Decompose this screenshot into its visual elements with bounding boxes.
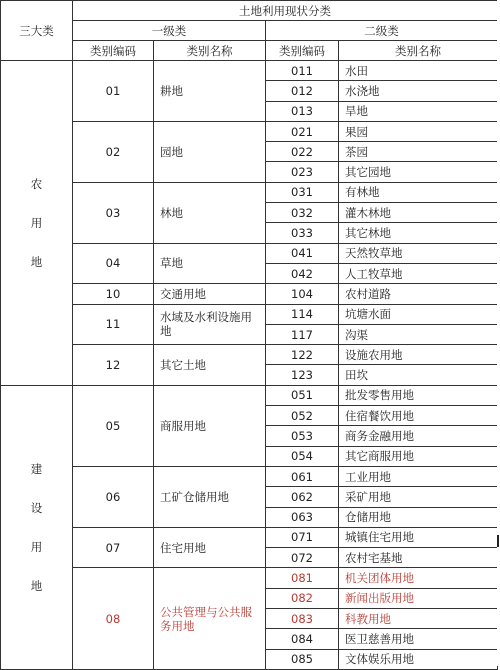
level1-name: 公共管理与公共服务用地 — [154, 568, 266, 669]
level2-code: 061 — [266, 466, 339, 486]
major-category-cell — [1, 61, 73, 386]
level2-code: 082 — [266, 588, 339, 608]
level2-code: 021 — [266, 121, 339, 141]
level2-name: 工业用地 — [339, 466, 498, 486]
level1-name: 耕地 — [154, 61, 266, 122]
level2-name: 采矿用地 — [339, 487, 498, 507]
level1-name: 交通用地 — [154, 284, 266, 304]
level1-name: 草地 — [154, 243, 266, 284]
table-row — [1, 121, 498, 141]
level1-code: 11 — [73, 304, 154, 345]
header-level2: 二级类 — [266, 21, 498, 41]
major-category-char: 用 — [30, 215, 43, 230]
level2-code: 052 — [266, 406, 339, 426]
table-row — [1, 61, 498, 81]
level2-code: 062 — [266, 487, 339, 507]
level2-code: 011 — [266, 61, 339, 81]
level2-code: 084 — [266, 629, 339, 649]
level2-code: 032 — [266, 203, 339, 223]
level1-code: 03 — [73, 182, 154, 243]
level2-name: 果园 — [339, 121, 498, 141]
level1-code: 01 — [73, 61, 154, 122]
level2-code: 041 — [266, 243, 339, 263]
major-category-char: 地 — [30, 254, 43, 269]
level1-code: 08 — [73, 568, 154, 669]
level2-code: 104 — [266, 284, 339, 304]
major-category-cell — [1, 385, 73, 669]
level2-code: 083 — [266, 609, 339, 629]
level2-name: 人工牧草地 — [339, 263, 498, 283]
level2-name: 住宿餐饮用地 — [339, 406, 498, 426]
major-category-char: 用 — [30, 539, 43, 554]
level2-code: 072 — [266, 548, 339, 568]
level2-code: 081 — [266, 568, 339, 588]
level2-name: 农村道路 — [339, 284, 498, 304]
table-row — [1, 466, 498, 486]
major-category-char: 建 — [30, 461, 43, 476]
table-row — [1, 568, 498, 588]
level1-code: 02 — [73, 121, 154, 182]
header-major-category: 三大类 — [1, 1, 73, 61]
level2-name: 文体娱乐用地 — [339, 649, 498, 669]
level2-code: 123 — [266, 365, 339, 385]
level2-name: 天然牧草地 — [339, 243, 498, 263]
level2-code: 023 — [266, 162, 339, 182]
level1-name: 园地 — [154, 121, 266, 182]
level2-name: 其它园地 — [339, 162, 498, 182]
level2-name: 科教用地 — [339, 609, 498, 629]
level1-name: 工矿仓储用地 — [154, 466, 266, 527]
level2-name: 新闻出版用地 — [339, 588, 498, 608]
level1-name: 住宅用地 — [154, 527, 266, 568]
level2-code: 085 — [266, 649, 339, 669]
level2-name: 仓储用地 — [339, 507, 498, 527]
level1-code: 06 — [73, 466, 154, 527]
level2-name: 旱地 — [339, 101, 498, 121]
table-row — [1, 182, 498, 202]
major-category-char: 农 — [30, 176, 43, 191]
level2-name: 坑塘水面 — [339, 304, 498, 324]
level1-code: 07 — [73, 527, 154, 568]
table-row — [1, 304, 498, 324]
table-row — [1, 527, 498, 547]
level2-code: 122 — [266, 345, 339, 365]
level2-name: 水田 — [339, 61, 498, 81]
level2-name: 设施农用地 — [339, 345, 498, 365]
level2-name: 机关团体用地 — [339, 568, 498, 588]
table-row — [1, 284, 498, 304]
level2-code: 033 — [266, 223, 339, 243]
major-category-char: 设 — [30, 500, 43, 515]
level2-code: 071 — [266, 527, 339, 547]
level1-code: 04 — [73, 243, 154, 284]
level2-code: 013 — [266, 101, 339, 121]
header-l2-name: 类别名称 — [339, 41, 498, 61]
level2-code: 054 — [266, 446, 339, 466]
major-category-char: 地 — [30, 578, 43, 593]
level2-name: 有林地 — [339, 182, 498, 202]
level2-name: 医卫慈善用地 — [339, 629, 498, 649]
table-body — [1, 61, 498, 670]
level2-name: 其它商服用地 — [339, 446, 498, 466]
level2-name: 沟渠 — [339, 324, 498, 344]
level2-name: 其它林地 — [339, 223, 498, 243]
level1-name: 水域及水利设施用地 — [154, 304, 266, 345]
level2-code: 117 — [266, 324, 339, 344]
level1-code: 10 — [73, 284, 154, 304]
level2-name: 商务金融用地 — [339, 426, 498, 446]
level2-code: 051 — [266, 385, 339, 405]
level1-name: 商服用地 — [154, 385, 266, 466]
level1-code: 12 — [73, 345, 154, 386]
level2-code: 042 — [266, 263, 339, 283]
header-l1-code: 类别编码 — [73, 41, 154, 61]
level2-name: 茶园 — [339, 142, 498, 162]
table-title: 土地利用现状分类 — [73, 1, 498, 21]
table-row — [1, 385, 498, 405]
level2-name: 城镇住宅用地 — [339, 527, 498, 547]
level2-name: 水浇地 — [339, 81, 498, 101]
level2-name: 田坎 — [339, 365, 498, 385]
level2-code: 012 — [266, 81, 339, 101]
header-level1: 一级类 — [73, 21, 266, 41]
level1-code: 05 — [73, 385, 154, 466]
level2-code: 031 — [266, 182, 339, 202]
header-l2-code: 类别编码 — [266, 41, 339, 61]
level1-name: 其它土地 — [154, 345, 266, 386]
table-row — [1, 243, 498, 263]
level2-name: 农村宅基地 — [339, 548, 498, 568]
level2-name: 灌木林地 — [339, 203, 498, 223]
level2-code: 114 — [266, 304, 339, 324]
level2-code: 063 — [266, 507, 339, 527]
table-row — [1, 345, 498, 365]
level2-code: 053 — [266, 426, 339, 446]
level1-name: 林地 — [154, 182, 266, 243]
level2-code: 022 — [266, 142, 339, 162]
level2-name: 批发零售用地 — [339, 385, 498, 405]
header-l1-name: 类别名称 — [154, 41, 266, 61]
edge-mark — [497, 535, 499, 547]
